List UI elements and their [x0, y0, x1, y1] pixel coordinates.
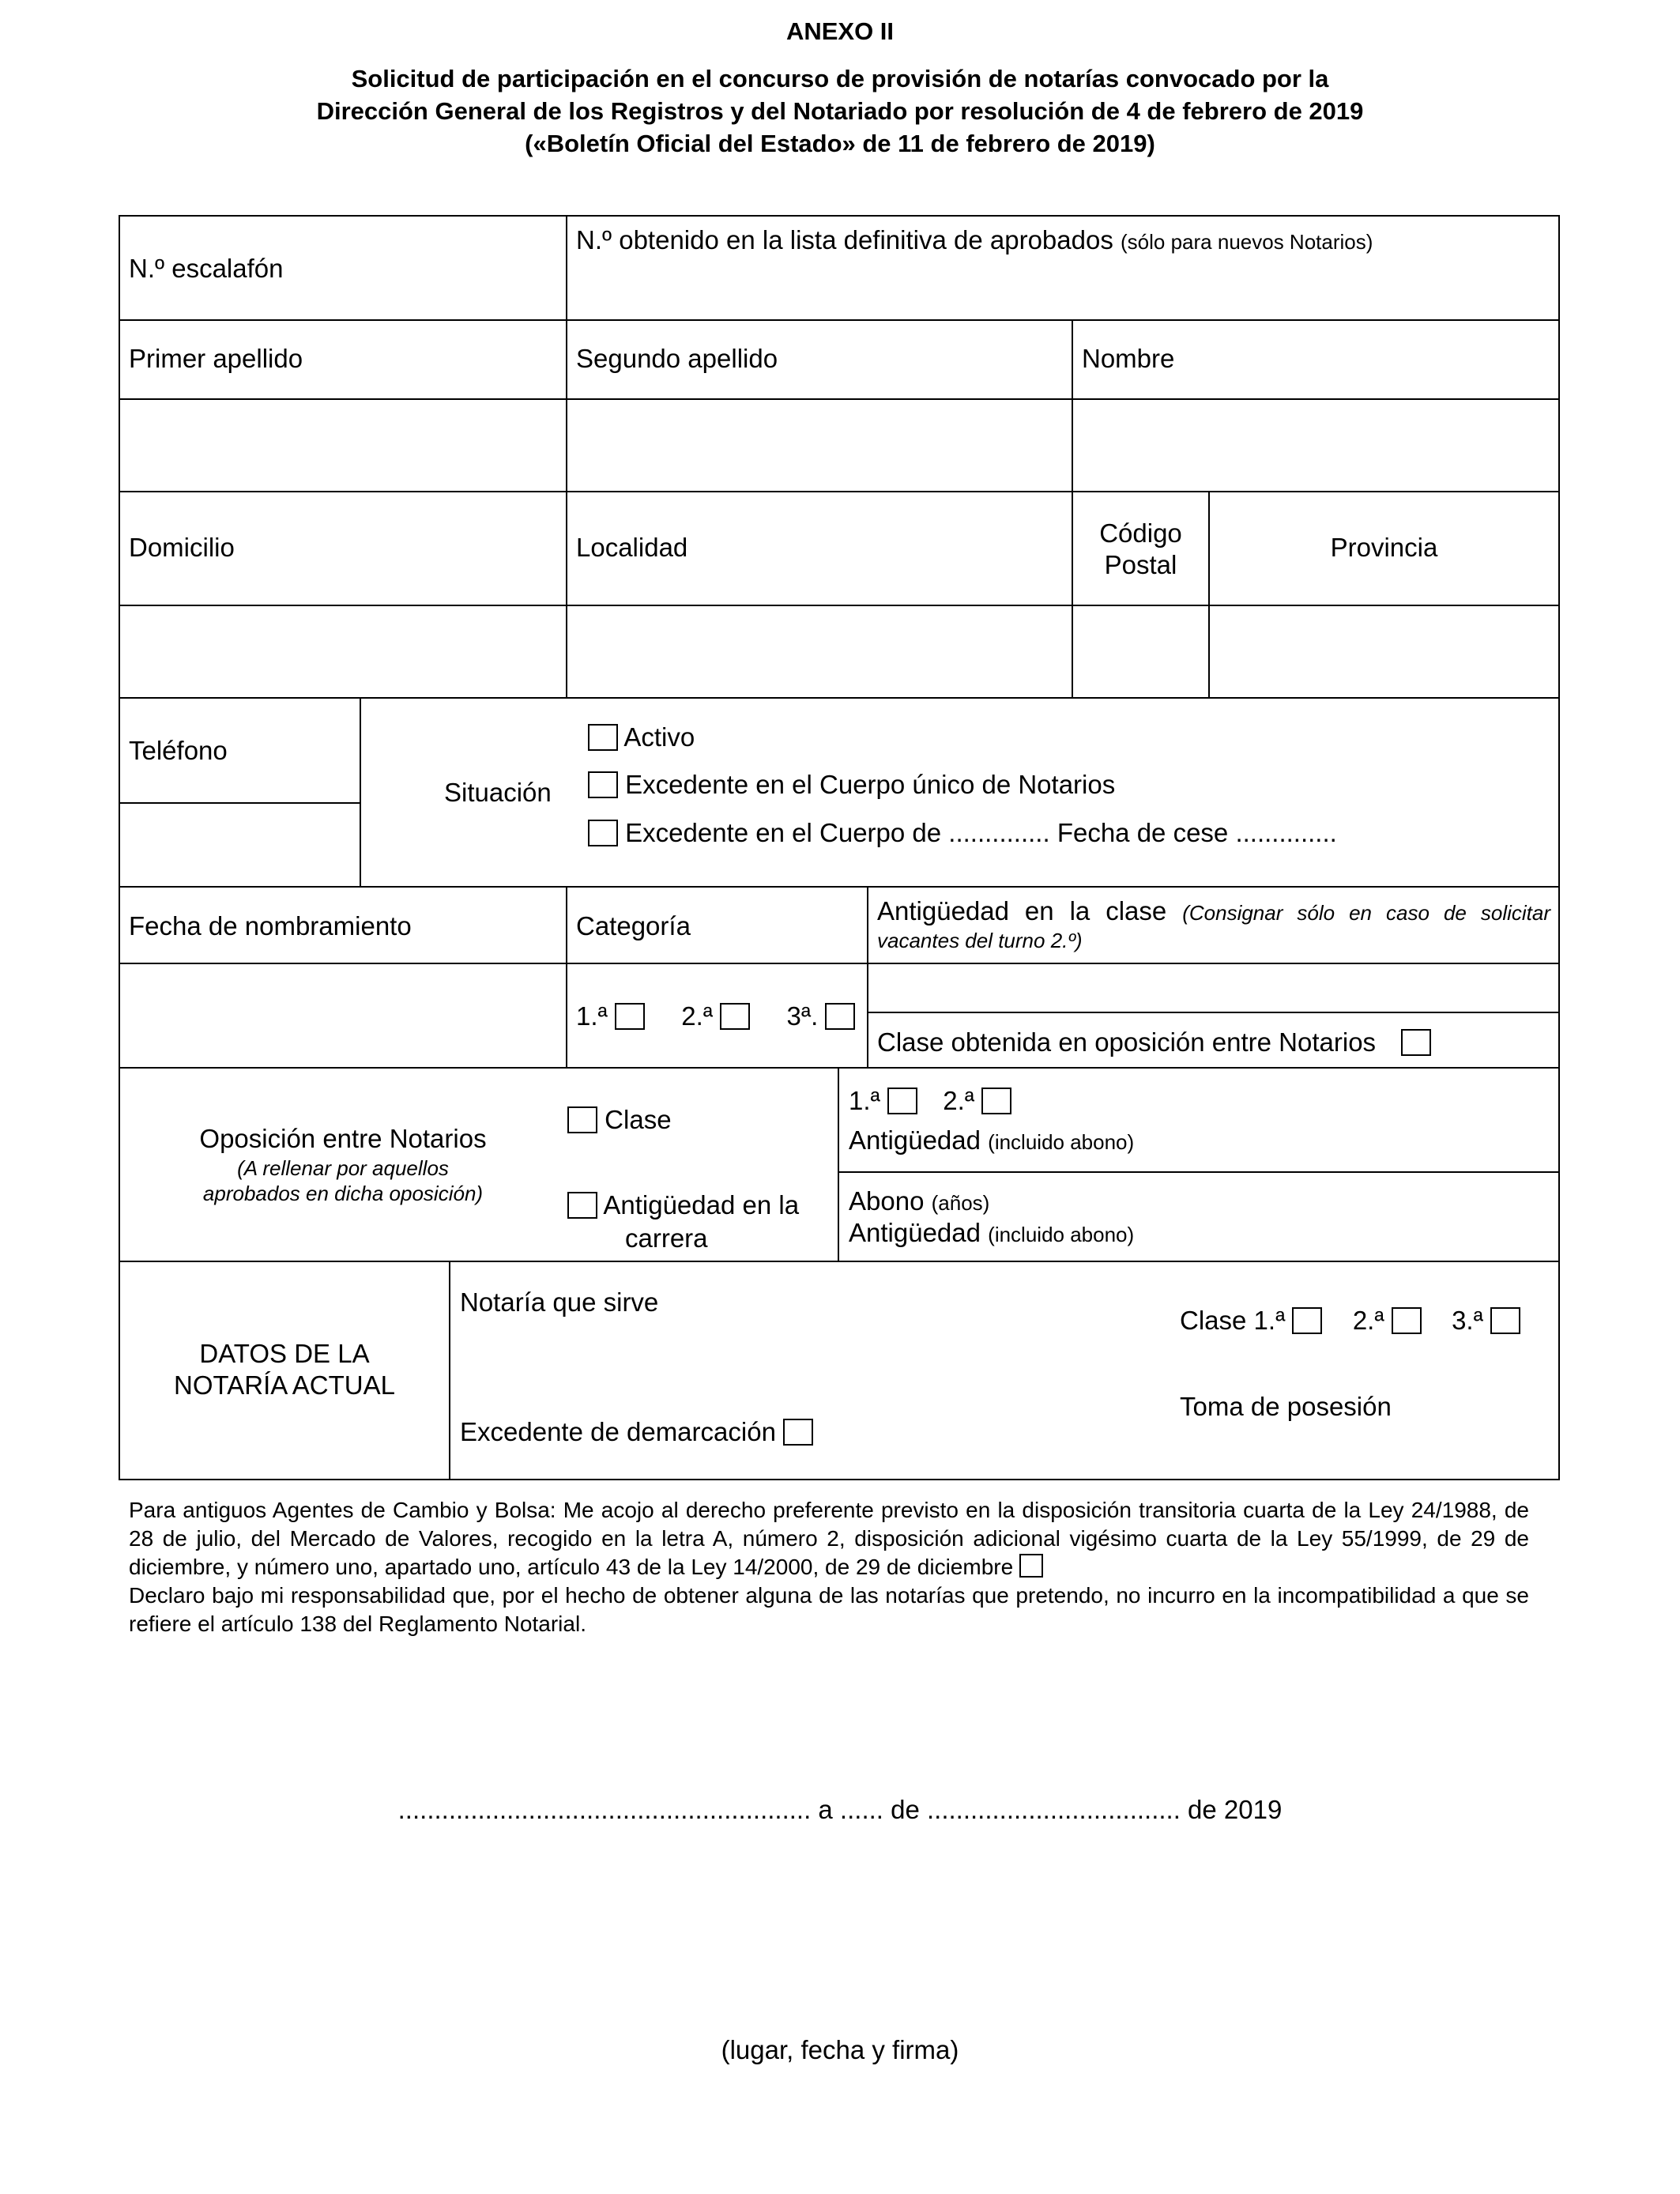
op-antig-carrera[interactable] — [567, 1189, 799, 1221]
op-antig-carrera-detail — [849, 1217, 1134, 1250]
lista-label-text: N.º obtenido en la lista definitiva de aprobados — [576, 225, 1113, 254]
datos-notaria-1: DATOS DE LA — [199, 1339, 370, 1368]
categoria-options — [576, 1001, 855, 1032]
oposicion-title: Oposición entre Notarios — [199, 1124, 487, 1153]
notaria-clase-2-label: 2.ª — [1352, 1306, 1384, 1335]
checkbox-excedente-cuerpo[interactable] — [588, 820, 618, 846]
escalafon-label: N.º escalafón — [129, 254, 284, 283]
primer-apellido-input[interactable] — [120, 400, 566, 491]
situacion-excedente-unico-label: Excedente en el Cuerpo único de Notarios — [625, 770, 1116, 799]
op-antig-carrera-detail-label: Antigüedad — [849, 1218, 981, 1247]
notaria-clase-3-label: 3.ª — [1452, 1306, 1483, 1335]
op-clase-1-label: 1.ª — [849, 1086, 880, 1115]
datos-notaria-2: NOTARÍA ACTUAL — [174, 1370, 395, 1400]
telefono-label: Teléfono — [129, 736, 228, 765]
checkbox-cat-3[interactable] — [825, 1003, 855, 1030]
op-antig-clase-label: Antigüedad — [849, 1125, 981, 1155]
situacion-activo[interactable] — [588, 722, 695, 753]
cat-2-label: 2.ª — [681, 1001, 714, 1031]
toma-posesion-label: Toma de posesión — [1180, 1392, 1392, 1421]
antig-clase-text: Antigüedad en la clase — [877, 896, 1167, 925]
excedente-demarcacion-label: Excedente de demarcación — [460, 1417, 776, 1446]
checkbox-clase-oposicion[interactable] — [1401, 1029, 1431, 1056]
op-clase-2-label: 2.ª — [943, 1086, 975, 1115]
checkbox-notaria-clase-2[interactable] — [1392, 1307, 1422, 1334]
checkbox-agentes[interactable] — [1019, 1554, 1043, 1578]
oposicion-note-2: aprobados en dicha oposición) — [202, 1182, 484, 1205]
escalafon-input[interactable] — [120, 217, 566, 319]
notaria-clase-label: Clase — [1180, 1306, 1247, 1335]
title-line-1: Solicitud de participación en el concurso de provisión de notarías convocado por la — [351, 65, 1329, 92]
fecha-nombramiento-input[interactable] — [120, 964, 566, 1067]
clase-oposicion — [877, 1027, 1431, 1058]
cat-1-label: 1.ª — [576, 1001, 608, 1031]
checkbox-excedente-unico[interactable] — [588, 771, 618, 798]
checkbox-notaria-clase-1[interactable] — [1292, 1307, 1322, 1334]
title-line-3: («Boletín Oficial del Estado» de 11 de febrero de 2019) — [525, 130, 1155, 157]
checkbox-op-clase[interactable] — [567, 1106, 597, 1133]
op-antig-carrera-label-1: Antigüedad en la — [603, 1190, 800, 1220]
agentes-text: Para antiguos Agentes de Cambio y Bolsa: Me acojo al derecho preferente previsto en la disposición transitoria cuarta de la Ley 24/1988, de 28 de julio, del Mercado de Valores, recogido en la letra A, número 2, disposición adicional vigésimo cuarta de la Ley 55/1999, de 29 de diciembre, y número uno, apartado uno, artículo 43 de la Ley 14/2000, de 29 de diciembre — [129, 1498, 1529, 1579]
provincia-input[interactable] — [1210, 606, 1558, 697]
signature-caption: (lugar, fecha y firma) — [721, 2035, 959, 2064]
fecha-nombramiento-label: Fecha de nombramiento — [129, 911, 412, 941]
segundo-apellido-label: Segundo apellido — [576, 344, 778, 373]
checkbox-op-clase-1[interactable] — [887, 1088, 917, 1114]
localidad-input[interactable] — [567, 606, 1072, 697]
domicilio-label: Domicilio — [129, 533, 235, 562]
op-antig-carrera-detail-note: (incluido abono) — [988, 1223, 1135, 1246]
antig-clase-note-2: vacantes del turno 2.º) — [877, 929, 1083, 952]
op-clase-options — [849, 1085, 1011, 1117]
primer-apellido-label: Primer apellido — [129, 344, 303, 373]
lista-input[interactable] — [567, 261, 1558, 319]
lista-note: (sólo para nuevos Notarios) — [1121, 230, 1373, 254]
checkbox-cat-1[interactable] — [615, 1003, 645, 1030]
op-antig-clase — [849, 1125, 1134, 1158]
abono-label: Abono — [849, 1186, 925, 1216]
situacion-label: Situación — [444, 778, 552, 807]
situacion-excedente-cuerpo-label: Excedente en el Cuerpo de .............. Fecha de cese .............. — [625, 818, 1337, 847]
oposicion-note-1: (A rellenar por aquellos — [237, 1156, 449, 1180]
provincia-label: Provincia — [1330, 533, 1438, 562]
segundo-apellido-input[interactable] — [567, 400, 1072, 491]
antig-clase-note-1: (Consignar sólo en caso de solicitar — [1182, 901, 1550, 925]
notaria-clase-options — [1180, 1305, 1520, 1336]
clase-oposicion-label: Clase obtenida en oposición entre Notarios — [877, 1027, 1377, 1057]
checkbox-notaria-clase-3[interactable] — [1490, 1307, 1520, 1334]
domicilio-input[interactable] — [120, 606, 566, 697]
checkbox-op-antig-carrera[interactable] — [567, 1192, 597, 1219]
checkbox-cat-2[interactable] — [720, 1003, 750, 1030]
abono — [849, 1186, 989, 1219]
notaria-clase-1-label: 1.ª — [1253, 1306, 1286, 1335]
checkbox-op-clase-2[interactable] — [981, 1088, 1011, 1114]
checkbox-activo[interactable] — [588, 724, 618, 751]
title-line-2: Dirección General de los Registros y del Notariado por resolución de 4 de febrero de 2019 — [316, 97, 1364, 125]
categoria-label: Categoría — [576, 911, 691, 941]
annex-title: ANEXO II — [785, 17, 895, 45]
localidad-label: Localidad — [576, 533, 688, 562]
codigo-postal-input[interactable] — [1073, 606, 1208, 697]
agentes-paragraph — [129, 1496, 1529, 1581]
date-line: ......................................................... a ...... de ................................... de 2019 — [397, 1795, 1283, 1824]
op-clase[interactable] — [567, 1104, 672, 1136]
antig-clase-label — [877, 897, 1550, 927]
nombre-input[interactable] — [1073, 400, 1558, 491]
telefono-input[interactable] — [120, 804, 360, 886]
op-antig-carrera-label-2: carrera — [625, 1223, 708, 1253]
codigo-postal-label-1: Código — [1099, 518, 1182, 548]
op-clase-label: Clase — [605, 1105, 672, 1134]
declaracion-paragraph: Declaro bajo mi responsabilidad que, por el hecho de obtener alguna de las notarías que pretendo, no incurro en la incompatibilidad a que se refiere el artículo 138 del Reglamento Notarial. — [129, 1583, 1529, 1636]
nombre-label: Nombre — [1082, 344, 1175, 373]
op-antig-clase-note: (incluido abono) — [988, 1130, 1135, 1154]
antig-clase-input[interactable] — [868, 964, 1558, 1012]
checkbox-excedente-demarcacion[interactable] — [783, 1419, 813, 1446]
abono-note: (años) — [931, 1191, 990, 1215]
lista-label — [576, 224, 1373, 258]
situacion-excedente-cuerpo[interactable] — [588, 817, 1337, 849]
situacion-activo-label: Activo — [623, 722, 695, 752]
codigo-postal-label-2: Postal — [1104, 550, 1177, 579]
notaria-sirve-label: Notaría que sirve — [460, 1287, 659, 1317]
excedente-demarcacion — [460, 1416, 813, 1448]
cat-3-label: 3ª. — [786, 1001, 819, 1031]
situacion-excedente-unico[interactable] — [588, 769, 1115, 801]
